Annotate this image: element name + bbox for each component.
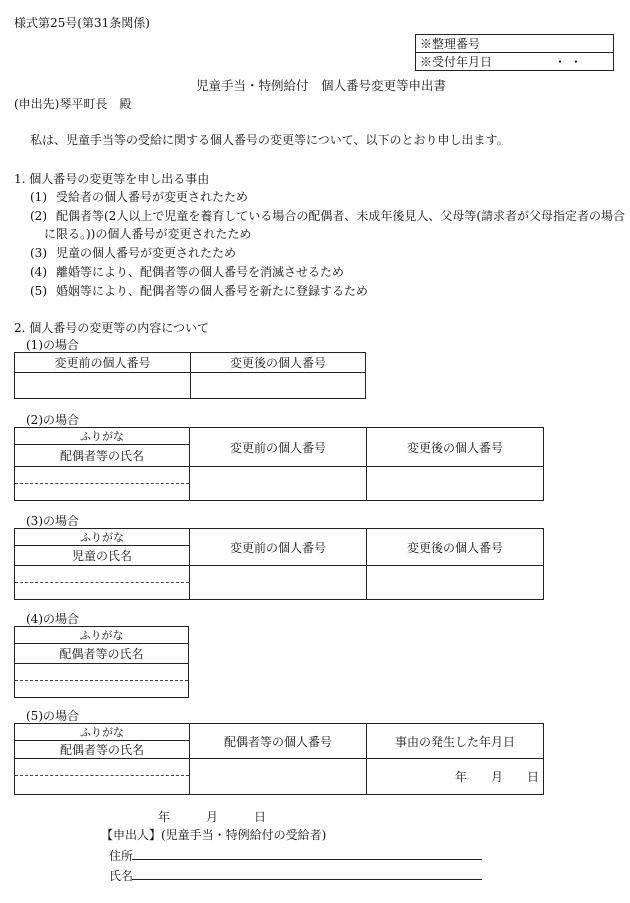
case2-after-header: 変更後の個人番号 bbox=[367, 428, 544, 467]
form-number: 様式第25号(第31条関係) bbox=[14, 16, 150, 30]
case5-date-input[interactable] bbox=[367, 759, 544, 795]
case5-date-value: 年 月 日 bbox=[454, 770, 539, 784]
list-item: (5) 婚姻等により、配偶者等の個人番号を新たに登録するため bbox=[30, 284, 369, 298]
ref-no-label: ※整理番号 bbox=[416, 35, 614, 53]
applicant-heading: 【申出人】(児童手当・特例給付の受給者) bbox=[101, 828, 327, 842]
case3-before-header: 変更前の個人番号 bbox=[190, 529, 367, 566]
name-input[interactable] bbox=[132, 864, 482, 880]
case2-before-number-input[interactable] bbox=[190, 467, 367, 501]
case2-furigana-header: ふりがな bbox=[15, 428, 190, 445]
case3-after-header: 変更後の個人番号 bbox=[367, 529, 544, 566]
case4-furigana-header: ふりがな bbox=[15, 627, 189, 644]
case4-label: (4)の場合 bbox=[26, 612, 79, 626]
case5-number-input[interactable] bbox=[190, 759, 367, 795]
case1-after-number-input[interactable] bbox=[191, 373, 366, 399]
section2-heading: 2. 個人番号の変更等の内容について bbox=[14, 321, 210, 335]
case5-furigana-header: ふりがな bbox=[15, 724, 190, 741]
case1-before-number-input[interactable] bbox=[15, 373, 191, 399]
case1-label: (1)の場合 bbox=[26, 338, 79, 352]
case2-name-input[interactable] bbox=[15, 467, 190, 501]
case1-after-header: 変更後の個人番号 bbox=[191, 353, 366, 373]
received-date-dots: ・ ・ bbox=[554, 55, 582, 69]
case5-date-header: 事由の発生した年月日 bbox=[367, 724, 544, 759]
case3-name-header: 児童の氏名 bbox=[15, 546, 190, 566]
name-label: 氏名 bbox=[109, 869, 134, 883]
case5-name-header: 配偶者等の氏名 bbox=[15, 741, 190, 759]
case2-table bbox=[14, 427, 544, 501]
office-use-box bbox=[415, 34, 614, 71]
case1-before-header: 変更前の個人番号 bbox=[15, 353, 191, 373]
case4-name-header: 配偶者等の氏名 bbox=[15, 644, 189, 664]
address-input[interactable] bbox=[132, 844, 482, 860]
case2-name-header: 配偶者等の氏名 bbox=[15, 445, 190, 467]
intro-text: 私は、児童手当等の受給に関する個人番号の変更等について、以下のとおり申し出ます。 bbox=[30, 133, 509, 147]
case3-label: (3)の場合 bbox=[26, 514, 79, 528]
case5-name-input[interactable] bbox=[15, 759, 190, 795]
case5-table bbox=[14, 723, 544, 795]
case3-after-number-input[interactable] bbox=[367, 566, 544, 600]
case5-number-header: 配偶者等の個人番号 bbox=[190, 724, 367, 759]
list-item: (1) 受給者の個人番号が変更されたため bbox=[30, 190, 249, 204]
case4-name-input[interactable] bbox=[15, 664, 189, 698]
case3-before-number-input[interactable] bbox=[190, 566, 367, 600]
received-date-label: ※受付年月日 bbox=[420, 55, 493, 69]
case3-furigana-header: ふりがな bbox=[15, 529, 190, 546]
case1-table bbox=[14, 352, 366, 399]
case2-before-header: 変更前の個人番号 bbox=[190, 428, 367, 467]
list-item: (4) 離婚等により、配偶者等の個人番号を消滅させるため bbox=[30, 265, 345, 279]
case5-label: (5)の場合 bbox=[26, 709, 79, 723]
case2-after-number-input[interactable] bbox=[367, 467, 544, 501]
page-title: 児童手当・特例給付 個人番号変更等申出書 bbox=[196, 78, 447, 93]
case4-table bbox=[14, 626, 189, 698]
address-label: 住所 bbox=[109, 849, 134, 863]
list-item: (2) 配偶者等(2人以上で児童を養育している場合の配偶者、未成年後見人、父母等(請求者が父母指定者の場合 bbox=[30, 209, 626, 223]
case2-label: (2)の場合 bbox=[26, 413, 79, 427]
submission-date: 年 月 日 bbox=[158, 810, 267, 824]
list-item: に限る。))の個人番号が変更されたため bbox=[44, 227, 252, 241]
section1-heading: 1. 個人番号の変更等を申し出る事由 bbox=[14, 172, 210, 186]
case3-table bbox=[14, 528, 544, 600]
list-item: (3) 児童の個人番号が変更されたため bbox=[30, 246, 237, 260]
case3-name-input[interactable] bbox=[15, 566, 190, 600]
addressee: (申出先)琴平町長 殿 bbox=[14, 97, 132, 111]
